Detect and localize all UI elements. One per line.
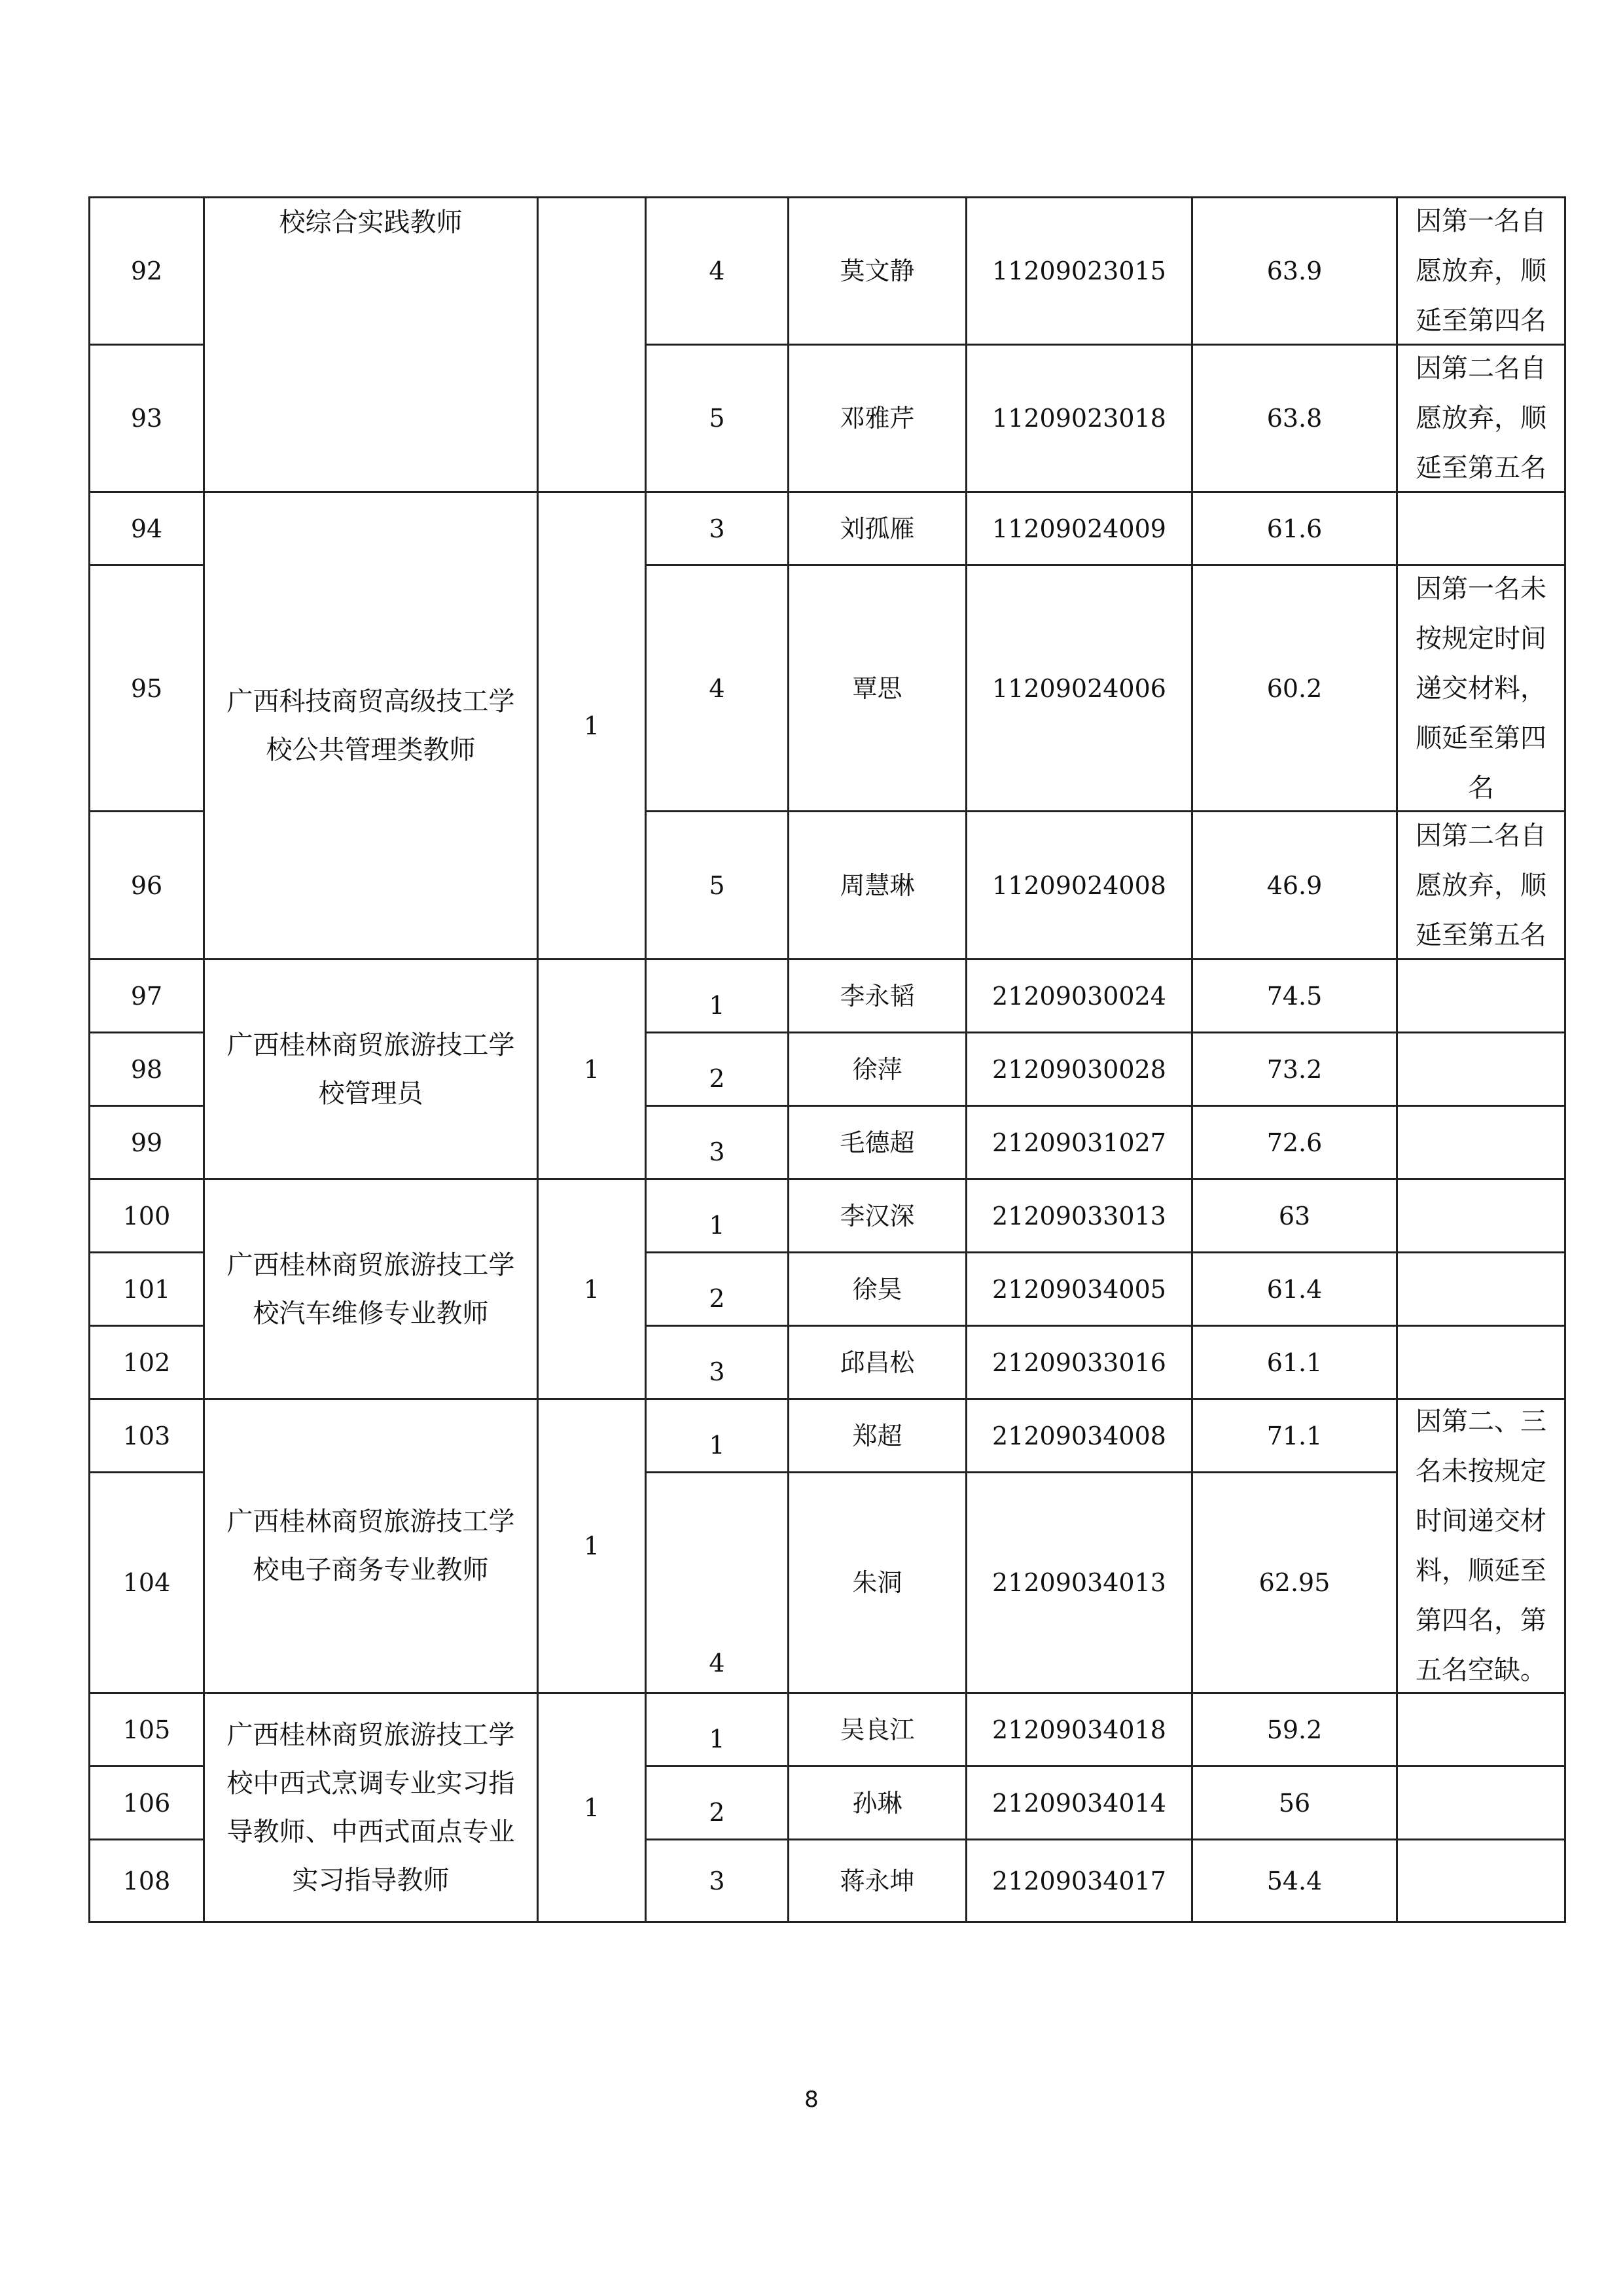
- rank-cell: [645, 1251, 789, 1327]
- rank-cell: [645, 564, 789, 812]
- name-cell: [787, 1765, 967, 1840]
- score-cell-text: 54.4: [1266, 1866, 1323, 1895]
- name-cell: [787, 564, 967, 812]
- name-cell-text: 徐昊: [852, 1274, 902, 1304]
- score-cell: [1191, 1325, 1398, 1400]
- score-cell: [1191, 958, 1398, 1033]
- score-cell: [1191, 1398, 1398, 1473]
- post-cell: [203, 196, 539, 493]
- exam-number-cell: [965, 810, 1193, 960]
- score-cell: [1191, 1251, 1398, 1327]
- rank-cell-text: 1: [709, 990, 725, 1020]
- seq-cell-text: 104: [122, 1568, 171, 1597]
- seq-cell-text: 94: [130, 514, 163, 543]
- rank-cell: [645, 1839, 789, 1923]
- remark-cell: [1396, 1105, 1566, 1180]
- name-cell-text: 吴良江: [840, 1715, 915, 1744]
- exam-number-cell-text: 21209033016: [992, 1348, 1166, 1377]
- name-cell: [787, 1105, 967, 1180]
- exam-number-cell-text: 11209024006: [992, 673, 1166, 703]
- score-cell: [1191, 810, 1398, 960]
- rank-cell: [645, 344, 789, 493]
- rank-cell: [645, 1398, 789, 1473]
- name-cell: [787, 1398, 967, 1473]
- remark-cell: [1396, 1765, 1566, 1840]
- seq-cell-text: 101: [122, 1274, 171, 1304]
- post-cell-text: 广西桂林商贸旅游技工学 校中西式烹调专业实习指 导教师、中西式面点专业 实习指导教师: [226, 1719, 515, 1895]
- remark-cell-text: 因第一名自 愿放弃，顺 延至第四名: [1416, 206, 1546, 336]
- name-cell-text: 蒋永坤: [840, 1866, 915, 1895]
- remark-cell: [1396, 1031, 1566, 1107]
- rank-cell: [645, 1031, 789, 1107]
- seq-cell-text: 95: [130, 673, 163, 703]
- quota-cell-text: 1: [583, 711, 600, 740]
- seq-cell-text: 93: [130, 404, 163, 433]
- seq-cell-text: 102: [122, 1348, 171, 1377]
- rank-cell-text: 3: [709, 1866, 725, 1895]
- exam-number-cell-text: 11209023015: [992, 257, 1166, 285]
- seq-cell: [88, 1325, 205, 1400]
- exam-number-cell-text: 21209034014: [992, 1788, 1166, 1818]
- rank-cell: [645, 196, 789, 346]
- remark-cell: [1396, 1839, 1566, 1923]
- rank-cell: [645, 1692, 789, 1767]
- name-cell: [787, 1471, 967, 1694]
- score-cell: [1191, 1839, 1398, 1923]
- exam-number-cell-text: 21209034005: [992, 1274, 1166, 1304]
- exam-number-cell: [965, 1251, 1193, 1327]
- name-cell: [787, 1839, 967, 1923]
- name-cell-text: 李汉深: [840, 1201, 915, 1230]
- rank-cell-text: 5: [709, 870, 725, 900]
- exam-number-cell-text: 11209024009: [992, 514, 1166, 543]
- score-cell-text: 71.1: [1266, 1421, 1323, 1450]
- seq-cell: [88, 491, 205, 566]
- name-cell-text: 郑超: [852, 1421, 902, 1450]
- exam-number-cell: [965, 1178, 1193, 1253]
- rank-cell: [645, 1471, 789, 1694]
- seq-cell: [88, 196, 205, 346]
- seq-cell: [88, 1031, 205, 1107]
- name-cell: [787, 196, 967, 346]
- remark-cell-merged-text: 因第二、三 名未按规定 时间递交材 料，顺延至 第四名，第 五名空缺。: [1416, 1407, 1546, 1685]
- name-cell: [787, 1178, 967, 1253]
- seq-cell-text: 92: [130, 257, 163, 285]
- remark-cell: [1396, 196, 1566, 346]
- score-cell: [1191, 196, 1398, 346]
- quota-cell: [537, 196, 647, 493]
- name-cell-text: 周慧琳: [840, 870, 915, 900]
- score-cell-text: 74.5: [1266, 981, 1323, 1011]
- score-cell: [1191, 491, 1398, 566]
- remark-cell: [1396, 344, 1566, 493]
- seq-cell: [88, 810, 205, 960]
- quota-cell: [537, 958, 647, 1180]
- name-cell: [787, 1692, 967, 1767]
- exam-number-cell: [965, 1692, 1193, 1767]
- remark-cell: [1396, 1251, 1566, 1327]
- rank-cell-text: 4: [709, 257, 725, 285]
- exam-number-cell: [965, 196, 1193, 346]
- score-cell-text: 56: [1278, 1788, 1311, 1818]
- rank-cell: [645, 958, 789, 1033]
- score-cell: [1191, 1178, 1398, 1253]
- score-cell-text: 60.2: [1266, 673, 1323, 703]
- name-cell-text: 徐萍: [852, 1054, 902, 1084]
- post-cell-text: 广西桂林商贸旅游技工学 校汽车维修专业教师: [226, 1249, 515, 1329]
- remark-cell: [1396, 958, 1566, 1033]
- score-cell-text: 59.2: [1266, 1715, 1323, 1744]
- seq-cell: [88, 1692, 205, 1767]
- rank-cell-text: 4: [709, 673, 725, 703]
- seq-cell: [88, 1839, 205, 1923]
- rank-cell: [645, 1765, 789, 1840]
- seq-cell-text: 100: [122, 1201, 171, 1230]
- exam-number-cell-text: 11209024008: [992, 870, 1166, 900]
- score-cell: [1191, 1692, 1398, 1767]
- name-cell: [787, 1031, 967, 1107]
- exam-number-cell: [965, 1398, 1193, 1473]
- score-cell-text: 61.6: [1266, 514, 1323, 543]
- score-cell-text: 61.4: [1266, 1274, 1323, 1304]
- exam-number-cell: [965, 564, 1193, 812]
- exam-number-cell: [965, 344, 1193, 493]
- remark-cell-text: 因第二名自 愿放弃，顺 延至第五名: [1416, 820, 1546, 950]
- exam-number-cell-text: 21209034017: [992, 1866, 1166, 1895]
- exam-number-cell: [965, 1471, 1193, 1694]
- rank-cell-text: 1: [709, 1210, 725, 1240]
- rank-cell-text: 5: [709, 404, 725, 433]
- post-cell-text: 校综合实践教师: [279, 207, 463, 238]
- remark-cell-merged: [1396, 1398, 1566, 1694]
- score-cell-text: 72.6: [1266, 1128, 1323, 1157]
- rank-cell-text: 2: [709, 1797, 725, 1827]
- name-cell-text: 孙琳: [852, 1788, 902, 1818]
- seq-cell-text: 97: [130, 981, 163, 1011]
- name-cell-text: 莫文静: [840, 257, 915, 285]
- quota-cell-text: 1: [583, 1532, 600, 1560]
- score-cell-text: 62.95: [1258, 1568, 1330, 1597]
- exam-number-cell-text: 21209031027: [992, 1128, 1166, 1157]
- name-cell-text: 朱洞: [852, 1568, 902, 1597]
- name-cell-text: 覃思: [852, 673, 902, 703]
- seq-cell: [88, 1178, 205, 1253]
- exam-number-cell: [965, 491, 1193, 566]
- rank-cell-text: 2: [709, 1064, 725, 1093]
- score-cell-text: 63.8: [1266, 404, 1323, 433]
- score-cell: [1191, 1105, 1398, 1180]
- seq-cell-text: 99: [130, 1128, 163, 1157]
- score-cell: [1191, 1031, 1398, 1107]
- rank-cell-text: 1: [709, 1430, 725, 1460]
- post-cell-text: 广西桂林商贸旅游技工学 校管理员: [226, 1030, 515, 1109]
- quota-cell-text: 1: [583, 1274, 600, 1304]
- post-cell: [203, 958, 539, 1180]
- remark-cell: [1396, 491, 1566, 566]
- rank-cell: [645, 810, 789, 960]
- seq-cell: [88, 1398, 205, 1473]
- seq-cell-text: 105: [122, 1715, 171, 1744]
- quota-cell-text: 1: [583, 1054, 600, 1084]
- remark-cell: [1396, 1178, 1566, 1253]
- seq-cell: [88, 1251, 205, 1327]
- quota-cell: [537, 1692, 647, 1923]
- exam-number-cell: [965, 1765, 1193, 1840]
- exam-number-cell-text: 21209030024: [992, 981, 1166, 1011]
- exam-number-cell-text: 21209033013: [992, 1201, 1166, 1230]
- seq-cell-text: 108: [122, 1866, 171, 1895]
- score-cell: [1191, 1471, 1398, 1694]
- score-cell: [1191, 1765, 1398, 1840]
- exam-number-cell: [965, 1325, 1193, 1400]
- rank-cell-text: 3: [709, 1357, 725, 1386]
- rank-cell: [645, 491, 789, 566]
- page-number: 8: [804, 2087, 819, 2113]
- rank-cell: [645, 1178, 789, 1253]
- seq-cell: [88, 344, 205, 493]
- name-cell: [787, 1325, 967, 1400]
- exam-number-cell: [965, 1031, 1193, 1107]
- post-cell: [203, 491, 539, 960]
- rank-cell-text: 1: [709, 1724, 725, 1753]
- rank-cell: [645, 1325, 789, 1400]
- score-cell-text: 73.2: [1266, 1054, 1323, 1084]
- post-cell-text: 广西桂林商贸旅游技工学 校电子商务专业教师: [226, 1507, 515, 1585]
- name-cell-text: 邓雅芹: [840, 404, 915, 433]
- quota-cell: [537, 1178, 647, 1400]
- quota-cell: [537, 1398, 647, 1694]
- name-cell: [787, 1251, 967, 1327]
- post-cell: [203, 1178, 539, 1400]
- seq-cell: [88, 1471, 205, 1694]
- remark-cell-text: 因第二名自 愿放弃，顺 延至第五名: [1416, 353, 1546, 483]
- name-cell-text: 李永韬: [840, 981, 915, 1011]
- name-cell-text: 刘孤雁: [840, 514, 915, 543]
- score-cell: [1191, 564, 1398, 812]
- exam-number-cell: [965, 958, 1193, 1033]
- seq-cell: [88, 564, 205, 812]
- rank-cell-text: 3: [709, 1137, 725, 1166]
- exam-number-cell-text: 21209034008: [992, 1421, 1166, 1450]
- remark-cell: [1396, 564, 1566, 812]
- score-cell-text: 63: [1278, 1201, 1311, 1230]
- exam-number-cell: [965, 1105, 1193, 1180]
- rank-cell-text: 3: [709, 514, 725, 543]
- seq-cell-text: 106: [122, 1788, 171, 1818]
- remark-cell: [1396, 1692, 1566, 1767]
- remark-cell: [1396, 1325, 1566, 1400]
- name-cell: [787, 810, 967, 960]
- exam-number-cell-text: 21209034013: [992, 1568, 1166, 1597]
- rank-cell-text: 2: [709, 1283, 725, 1313]
- remark-cell: [1396, 810, 1566, 960]
- post-cell: [203, 1398, 539, 1694]
- name-cell: [787, 344, 967, 493]
- score-cell-text: 63.9: [1266, 257, 1323, 285]
- exam-number-cell-text: 21209034018: [992, 1715, 1166, 1744]
- rank-cell: [645, 1105, 789, 1180]
- exam-number-cell-text: 11209023018: [992, 404, 1166, 433]
- exam-number-cell: [965, 1839, 1193, 1923]
- seq-cell-text: 96: [130, 870, 163, 900]
- post-cell-text: 广西科技商贸高级技工学 校公共管理类教师: [226, 686, 515, 765]
- exam-number-cell-text: 21209030028: [992, 1054, 1166, 1084]
- seq-cell-text: 98: [130, 1054, 163, 1084]
- rank-cell-text: 4: [709, 1649, 725, 1677]
- seq-cell-text: 103: [122, 1421, 171, 1450]
- seq-cell: [88, 958, 205, 1033]
- score-cell-text: 46.9: [1266, 870, 1323, 900]
- seq-cell: [88, 1765, 205, 1840]
- name-cell: [787, 491, 967, 566]
- name-cell-text: 毛德超: [840, 1128, 915, 1157]
- remark-cell-text: 因第一名未 按规定时间 递交材料， 顺延至第四 名: [1416, 573, 1546, 803]
- quota-cell-text: 1: [583, 1793, 600, 1822]
- score-cell: [1191, 344, 1398, 493]
- seq-cell: [88, 1105, 205, 1180]
- score-cell-text: 61.1: [1266, 1348, 1323, 1377]
- post-cell: [203, 1692, 539, 1923]
- name-cell-text: 邱昌松: [840, 1348, 915, 1377]
- name-cell: [787, 958, 967, 1033]
- quota-cell: [537, 491, 647, 960]
